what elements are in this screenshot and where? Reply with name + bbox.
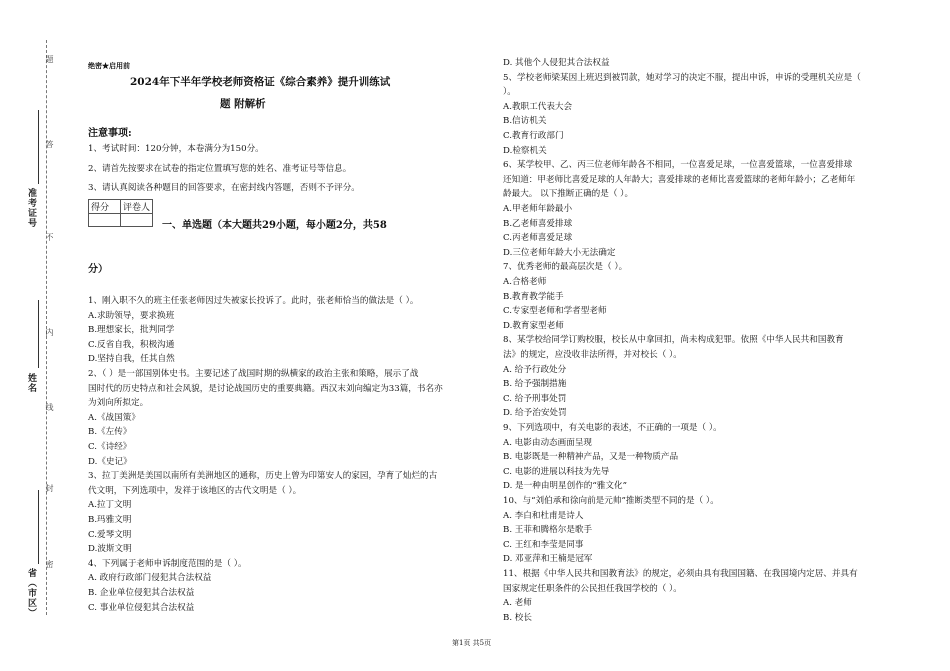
question-line: 7、优秀老师的最高层次是（ ）。: [503, 262, 628, 273]
question-line: 9、下列选项中，有关电影的表述，不正确的一项是（ ）。: [503, 423, 722, 433]
question-line: B.乙老师喜爱排球: [503, 218, 573, 229]
question-line: 还知道：甲老师比喜爱足球的人年龄大；喜爱排球的老师比喜爱篮球的老师年龄小；乙老师年: [503, 174, 856, 185]
score-table: [88, 199, 153, 227]
page-title-line2: 题 附解析: [220, 98, 266, 110]
question-line: C. 王红和李莹是同事: [503, 539, 584, 550]
name-label: 姓名: [26, 373, 36, 393]
exam-number-label: 准考证号: [26, 188, 36, 228]
grader-cell: [121, 214, 153, 227]
question-line: 10、与“刘伯承和徐向前是元帅”推断类型不同的是（ ）。: [503, 496, 719, 506]
question-line: B. 给予强制措施: [503, 379, 567, 390]
question-line: 2、（ ）是一部国别体史书。主要记述了战国时期的纵横家的政治主张和策略，展示了战: [88, 369, 419, 379]
question-line: B. 校长: [503, 612, 532, 623]
question-line: 法》的规定，应没收非法所得，并对校长（ ）。: [503, 350, 682, 360]
page-footer: 第1页 共5页: [452, 639, 492, 647]
question-line: D.《史记》: [88, 456, 132, 467]
question-line: B.玛雅文明: [88, 515, 132, 525]
question-line: 国时代的历史特点和社会风貌，是讨论战国历史的重要典籍。西汉末刘向编定为33篇，书名亦: [88, 383, 443, 394]
question-line: B. 电影既是一种精神产品，又是一种物质产品: [503, 452, 679, 463]
name-blank: [38, 300, 39, 368]
question-line: 龄最大。 以下推断正确的是（ ）。: [503, 189, 634, 200]
seal-char: 内: [45, 328, 54, 336]
question-line: 11、根据《中华人民共和国教育法》的规定，必须由具有我国国籍、在我国境内定居、并具有: [503, 569, 858, 579]
notes-item: 1、考试时间：120分钟，本卷满分为150分。: [88, 144, 264, 154]
question-line: B. 王菲和腾格尔是歌手: [503, 525, 593, 536]
question-line: C.教育行政部门: [503, 131, 564, 141]
seal-char: 密: [45, 560, 54, 568]
question-line: B.《左传》: [88, 427, 132, 438]
question-line: D.教育家型老师: [503, 320, 564, 331]
question-line: A. 给予行政处分: [503, 364, 567, 375]
question-line: A.合格老师: [503, 277, 547, 287]
question-line: 4、下列属于老师申诉制度范围的是（ ）。: [88, 558, 247, 569]
question-line: C. 给予刑事处罚: [503, 393, 567, 404]
question-line: D. 是一种由明星创作的“雅文化”: [503, 481, 627, 492]
question-line: D. 给予治安处罚: [503, 408, 567, 419]
question-line: D.检察机关: [503, 145, 547, 156]
notes-item: 3、请认真阅读各种题目的回答要求，在密封线内答题，否则不予评分。: [88, 183, 360, 193]
score-cell-label: 得分: [89, 200, 121, 214]
question-line: A. 政府行政部门侵犯其合法权益: [88, 573, 212, 584]
question-line: B.理想家长，批判同学: [88, 325, 175, 336]
question-line: C.爱琴文明: [88, 529, 132, 540]
question-line: A.甲老师年龄最小: [503, 204, 573, 214]
question-line: A.拉丁文明: [88, 500, 132, 511]
exam-number-blank: [38, 110, 39, 184]
question-line: D.波斯文明: [88, 544, 132, 555]
section-heading-cont: 分）: [88, 264, 108, 275]
question-line: B.教育教学能手: [503, 291, 564, 302]
seal-char: 不: [45, 233, 54, 241]
score-cell: [89, 214, 121, 227]
question-line: 8、某学校给同学订购校服，校长从中拿回扣，尚未构成犯罪。依照《中华人民共和国教育: [503, 335, 844, 346]
seal-char: 答: [45, 140, 54, 148]
question-line: A.求助领导，要求换班: [88, 310, 175, 321]
question-line: B. 企业单位侵犯其合法权益: [88, 588, 195, 598]
question-line: C. 事业单位侵犯其合法权益: [88, 602, 195, 613]
question-line: D. 其他个人侵犯其合法权益: [503, 58, 610, 68]
seal-char: 线: [45, 403, 54, 411]
question-line: 3、拉丁美洲是美国以南所有美洲地区的通称，历史上曾为印第安人的家园，孕育了灿烂的古: [88, 471, 438, 482]
notes-item: 2、请首先按要求在试卷的指定位置填写您的姓名、准考证号等信息。: [88, 164, 352, 174]
province-label: 省（市区）: [26, 568, 36, 618]
question-line: A.教职工代表大会: [503, 101, 573, 112]
question-line: C.专家型老师和学者型老师: [503, 306, 607, 317]
question-line: C.丙老师喜爱足球: [503, 233, 573, 244]
question-line: 代文明，下列选项中，发祥于该地区的古代文明是（ ）。: [88, 485, 302, 496]
section-heading: 一、单选题（本大题共29小题，每小题2分，共58: [162, 220, 387, 231]
question-line: A. 李白和杜甫是诗人: [503, 510, 584, 521]
question-line: 国家规定任职条件的公民担任我国学校的（ ）。: [503, 583, 682, 594]
question-line: A. 电影由动态画面呈现: [503, 437, 593, 448]
question-line: C. 电影的进展以科技为先导: [503, 466, 610, 477]
question-line: 5、学校老师梁某因上班迟到被罚款，她对学习的决定不服，提出申诉，申诉的受理机关应是（: [503, 72, 861, 83]
question-line: 1、刚入职不久的班主任张老师因过失被家长投诉了。此时，张老师恰当的做法是（ ）。: [88, 296, 419, 306]
seal-char: 封: [45, 484, 54, 492]
question-line: A.《战国策》: [88, 412, 140, 423]
question-line: B.信访机关: [503, 116, 547, 127]
page-title-line1: 2024年下半年学校老师资格证《综合素养》提升训练试: [130, 76, 391, 88]
question-line: ）。: [503, 87, 516, 98]
secret-mark: 绝密★启用前: [88, 61, 130, 70]
question-line: D. 邓亚萍和王楠是冠军: [503, 554, 593, 565]
question-line: C.反省自我，积极沟通: [88, 339, 175, 350]
question-line: 6、某学校甲、乙、丙三位老师年龄各不相同，一位喜爱足球，一位喜爱篮球，一位喜爱排球: [503, 160, 853, 171]
question-line: D.坚持自我，任其自然: [88, 354, 175, 365]
question-line: C.《诗经》: [88, 442, 132, 452]
province-blank: [38, 490, 39, 564]
notes-heading: 注意事项:: [88, 128, 132, 139]
question-line: D.三位老师年龄大小无法确定: [503, 247, 616, 258]
seal-char: 题: [45, 55, 54, 63]
question-line: A. 老师: [503, 598, 532, 609]
grader-cell-label: 评卷人: [121, 200, 153, 214]
question-line: 为刘向所拟定。: [88, 398, 149, 409]
